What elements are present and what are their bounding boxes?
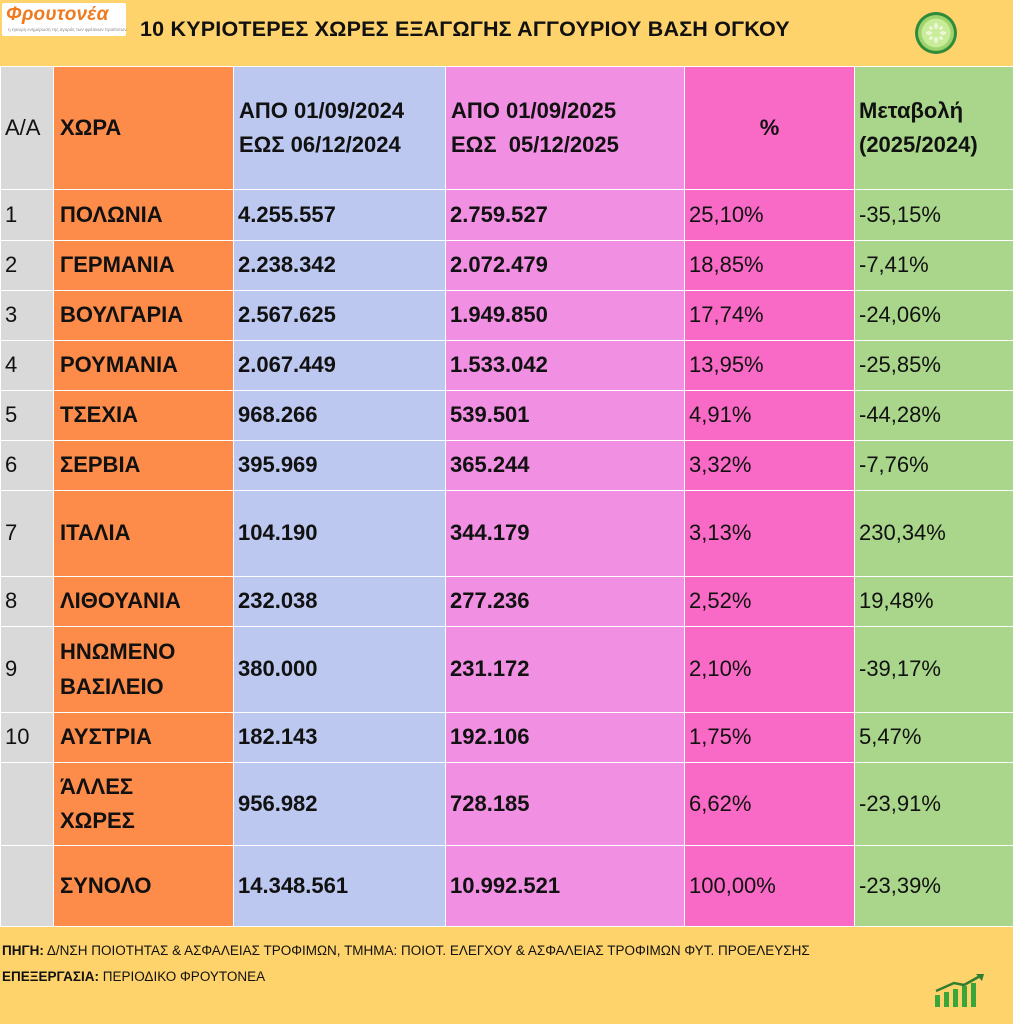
source-text: Δ/ΝΣΗ ΠΟΙΟΤΗΤΑΣ & ΑΣΦΑΛΕΙΑΣ ΤΡΟΦΙΜΩΝ, ΤΜΗΜΑ: ΠΟΙΟΤ. ΕΛΕΓΧΟΥ & ΑΣΦΑΛΕΙΑΣ ΤΡΟΦΙΜΩΝ ΦΥΤ. ΠΡΟΕΛΕΥΣΗΣ	[43, 943, 810, 958]
row-share: 100,00%	[685, 846, 855, 927]
row-value-2025: 192.106	[446, 713, 685, 763]
header-share: %	[685, 67, 855, 190]
header-period-2024-to: ΕΩΣ 06/12/2024	[239, 132, 401, 157]
row-share: 25,10%	[685, 190, 855, 241]
row-country-line1: ΗΝΩΜΕΝΟ	[60, 639, 176, 665]
row-index: 3	[1, 291, 54, 341]
row-value-2024: 104.190	[234, 491, 446, 577]
header-change	[855, 67, 1013, 190]
table-row	[1, 846, 1013, 927]
row-country	[54, 627, 234, 713]
row-share: 4,91%	[685, 391, 855, 441]
row-change: -35,15%	[855, 190, 1013, 241]
row-index: 4	[1, 341, 54, 391]
source-line	[2, 938, 810, 964]
row-value-2024: 2.067.449	[234, 341, 446, 391]
header-period-2024	[234, 67, 446, 190]
row-change: 230,34%	[855, 491, 1013, 577]
row-change: 5,47%	[855, 713, 1013, 763]
logo-name: Φρουτονέα	[6, 4, 109, 25]
row-value-2024: 232.038	[234, 577, 446, 627]
table-row	[1, 763, 1013, 846]
row-share: 13,95%	[685, 341, 855, 391]
row-value-2025: 344.179	[446, 491, 685, 577]
row-value-2025: 728.185	[446, 763, 685, 846]
row-value-2025: 2.072.479	[446, 241, 685, 291]
row-share: 3,13%	[685, 491, 855, 577]
row-share: 2,10%	[685, 627, 855, 713]
row-change: -23,91%	[855, 763, 1013, 846]
row-change: 19,48%	[855, 577, 1013, 627]
row-index	[1, 846, 54, 927]
row-value-2025: 277.236	[446, 577, 685, 627]
row-value-2024: 2.567.625	[234, 291, 446, 341]
header-change-years: (2025/2024)	[859, 132, 978, 157]
row-share: 6,62%	[685, 763, 855, 846]
row-value-2024: 4.255.557	[234, 190, 446, 241]
header-period-2024-from: ΑΠΟ 01/09/2024	[239, 97, 405, 123]
row-country: ΡΟΥΜΑΝΙΑ	[54, 341, 234, 391]
table-row	[1, 341, 1013, 391]
row-index: 9	[1, 627, 54, 713]
table-row	[1, 241, 1013, 291]
table-row	[1, 441, 1013, 491]
row-country	[54, 763, 234, 846]
row-change: -7,41%	[855, 241, 1013, 291]
row-change: -44,28%	[855, 391, 1013, 441]
processing-label: ΕΠΕΞΕΡΓΑΣΙΑ:	[2, 969, 99, 984]
logo	[2, 3, 126, 36]
row-index	[1, 763, 54, 846]
row-index: 8	[1, 577, 54, 627]
table-row	[1, 627, 1013, 713]
row-value-2025: 365.244	[446, 441, 685, 491]
row-country: ΓΕΡΜΑΝΙΑ	[54, 241, 234, 291]
row-country: ΑΥΣΤΡΙΑ	[54, 713, 234, 763]
table-row	[1, 577, 1013, 627]
row-value-2024: 14.348.561	[234, 846, 446, 927]
row-value-2024: 380.000	[234, 627, 446, 713]
row-index: 1	[1, 190, 54, 241]
row-country: ΣΥΝΟΛΟ	[54, 846, 234, 927]
logo-tagline: η έγκυρη ενημέρωση της αγοράς των φρέσκων προϊόντων	[8, 27, 127, 32]
cucumber-slice-icon	[914, 11, 958, 55]
row-country: ΠΟΛΩΝΙΑ	[54, 190, 234, 241]
processing-line	[2, 964, 810, 990]
row-value-2025: 10.992.521	[446, 846, 685, 927]
row-share: 1,75%	[685, 713, 855, 763]
header	[0, 0, 1013, 66]
growth-chart-icon	[932, 973, 990, 1009]
table-row	[1, 291, 1013, 341]
row-country: ΤΣΕΧΙΑ	[54, 391, 234, 441]
export-table	[0, 66, 1013, 927]
header-period-2025-to: ΕΩΣ 05/12/2025	[451, 132, 619, 157]
row-value-2025: 1.533.042	[446, 341, 685, 391]
row-share: 3,32%	[685, 441, 855, 491]
row-value-2024: 395.969	[234, 441, 446, 491]
row-index: 6	[1, 441, 54, 491]
row-share: 2,52%	[685, 577, 855, 627]
row-index: 10	[1, 713, 54, 763]
row-country-line2: ΒΑΣΙΛΕΙΟ	[60, 673, 164, 699]
footer	[2, 938, 810, 990]
row-change: -39,17%	[855, 627, 1013, 713]
page-title: 10 ΚΥΡΙΟΤΕΡΕΣ ΧΩΡΕΣ ΕΞΑΓΩΓΗΣ ΑΓΓΟΥΡΙΟΥ ΒΑΣΗ ΟΓΚΟΥ	[140, 17, 790, 41]
row-change: -25,85%	[855, 341, 1013, 391]
row-index: 5	[1, 391, 54, 441]
row-country-line2: ΧΩΡΕΣ	[60, 808, 135, 833]
row-value-2024: 956.982	[234, 763, 446, 846]
row-value-2025: 539.501	[446, 391, 685, 441]
row-country-line1: ΆΛΛΕΣ	[60, 773, 134, 799]
row-country: ΙΤΑΛΙΑ	[54, 491, 234, 577]
header-change-title: Μεταβολή	[859, 97, 964, 123]
row-change: -7,76%	[855, 441, 1013, 491]
header-period-2025	[446, 67, 685, 190]
table-row	[1, 190, 1013, 241]
row-share: 17,74%	[685, 291, 855, 341]
table-header-row	[1, 67, 1013, 190]
header-period-2025-from: ΑΠΟ 01/09/2025	[451, 97, 617, 123]
row-value-2024: 182.143	[234, 713, 446, 763]
row-country: ΒΟΥΛΓΑΡΙΑ	[54, 291, 234, 341]
table-row	[1, 391, 1013, 441]
row-country: ΣΕΡΒΙΑ	[54, 441, 234, 491]
row-value-2024: 2.238.342	[234, 241, 446, 291]
row-value-2024: 968.266	[234, 391, 446, 441]
row-index: 2	[1, 241, 54, 291]
source-label: ΠΗΓΗ:	[2, 943, 44, 958]
header-country: ΧΩΡΑ	[54, 67, 234, 190]
table-row	[1, 713, 1013, 763]
row-country: ΛΙΘΟΥΑΝΙΑ	[54, 577, 234, 627]
processing-text: ΠΕΡΙΟΔΙΚΟ ΦΡΟΥΤΟΝΕΑ	[98, 969, 266, 984]
row-value-2025: 2.759.527	[446, 190, 685, 241]
row-share: 18,85%	[685, 241, 855, 291]
row-value-2025: 231.172	[446, 627, 685, 713]
table-row	[1, 491, 1013, 577]
row-change: -23,39%	[855, 846, 1013, 927]
row-change: -24,06%	[855, 291, 1013, 341]
header-index: Α/Α	[1, 67, 54, 190]
row-value-2025: 1.949.850	[446, 291, 685, 341]
row-index: 7	[1, 491, 54, 577]
